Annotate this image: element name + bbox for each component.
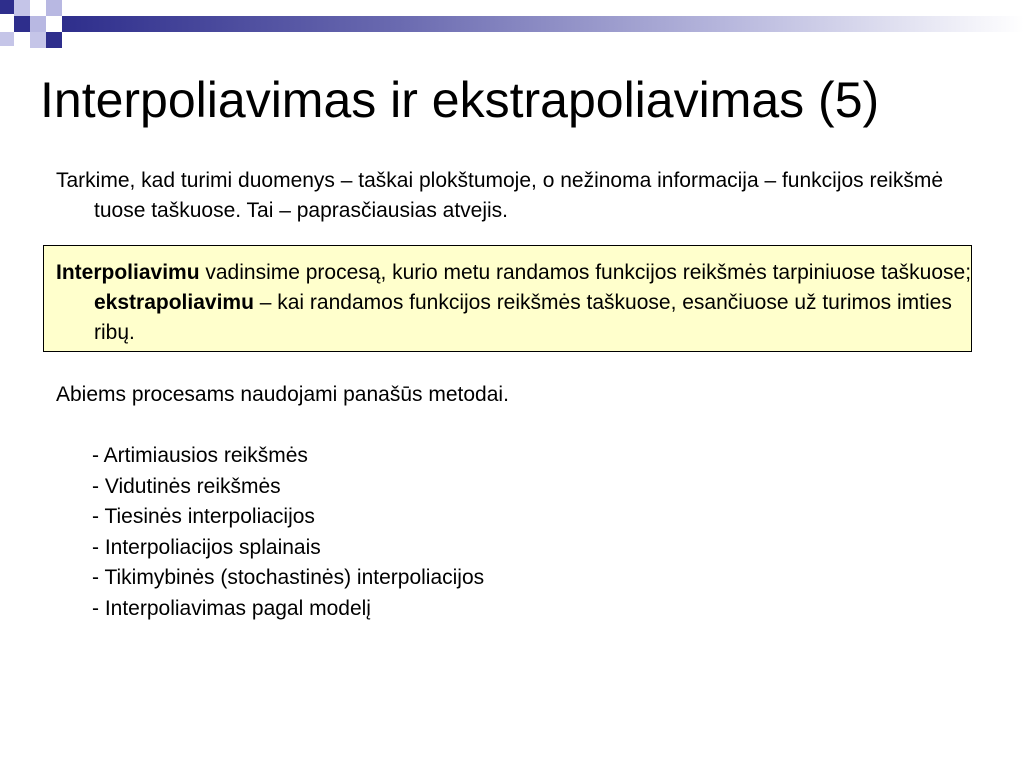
decor-square <box>30 0 46 16</box>
list-item: - Artimiausios reikšmės <box>92 444 308 467</box>
decor-square <box>14 0 30 16</box>
term-extrapolation: ekstrapoliavimu <box>94 291 254 314</box>
decor-square <box>0 0 14 14</box>
decor-square <box>46 0 62 16</box>
decor-square <box>30 16 46 32</box>
list-item: - Vidutinės reikšmės <box>92 474 281 498</box>
list-item: - Tikimybinės (stochastinės) interpoliacijos <box>92 566 485 590</box>
list-item: - Interpoliavimas pagal modelį <box>92 596 371 620</box>
definition-box <box>43 245 972 352</box>
common-methods-text: Abiems procesams naudojami panašūs metodai. <box>56 383 509 406</box>
list-item: - Tiesinės interpoliacijos <box>92 505 315 529</box>
definition-text-1: vadinsime procesą, kurio metu randamos funkcijos reikšmės tarpiniuose taškuose; <box>199 261 972 284</box>
definition-paragraph <box>56 258 974 348</box>
term-interpolation: Interpoliavimu <box>56 261 200 284</box>
header-gradient-bar <box>62 16 1024 32</box>
intro-paragraph: Tarkime, kad turimi duomenys – taškai plokštumoje, o nežinoma informacija – funkcijos reikšmė tuose taškuose. Tai – paprasčiausias atvejis. <box>56 169 944 222</box>
definition-text-2: – kai randamos funkcijos reikšmės taškuose, esančiuose už turimos imties ribų. <box>94 291 952 344</box>
slide-title: Interpoliavimas ir ekstrapoliavimas (5) <box>40 72 880 128</box>
decor-square <box>30 32 46 48</box>
methods-list <box>92 441 484 625</box>
decor-square <box>0 32 14 46</box>
decor-square <box>46 32 62 48</box>
list-item: - Interpoliacijos splainais <box>92 535 321 559</box>
decor-square <box>14 16 30 32</box>
decor-square <box>46 16 62 32</box>
